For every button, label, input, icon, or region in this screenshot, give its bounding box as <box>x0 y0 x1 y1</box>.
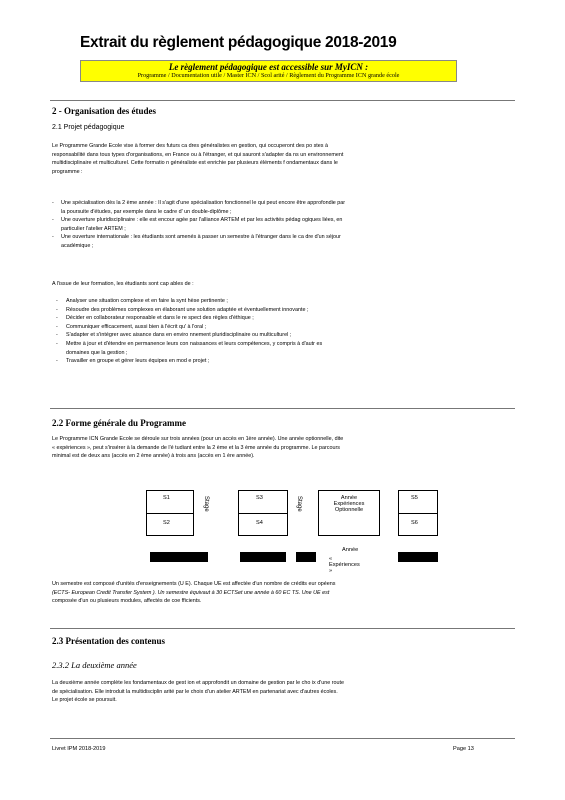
section-divider <box>50 408 515 409</box>
text-line: Un semestre est composé d'unités d'enseignements (U E). Chaque UE est affectée d'un nombre de crédits eur opéens <box>52 581 336 587</box>
skills-intro: A l'issue de leur formation, les étudiants sont cap ables de : <box>52 281 194 287</box>
list-item: - Communiquer efficacement, aussi bien à l'écrit qu' à l'oral ; <box>52 323 508 332</box>
list-item: - Mettre à jour et d'étendre en permanence leurs con naissances et leurs compétences, y compris à d'autr es domaines que la gestion ; <box>52 340 508 357</box>
diagram-box-experience-year <box>318 490 380 536</box>
list-item: - Résoudre des problèmes complexes en élaborant une solution adaptée et éventuellement innovante ; <box>52 306 508 315</box>
box-divider <box>399 513 437 514</box>
timeline-bar <box>240 552 286 562</box>
banner-line1: Le règlement pédagogique est accessible sur MyICN : <box>168 62 369 72</box>
label-annee-2: Année <box>342 547 359 553</box>
intro-paragraph <box>52 142 508 176</box>
label-s6: S6 <box>411 520 418 526</box>
section-heading-2: 2 - Organisation des études <box>52 106 157 116</box>
list-item: - Une ouverture pluridisciplinaire : elle est encour agée par l'alliance ARTEM et par les activités pédag ogiques liées, en particulier l'atelier ARTEM ; <box>52 216 508 233</box>
timeline-bar <box>296 552 316 562</box>
text-line: composée d'un ou plusieurs modules, affectés de coe fficients. <box>52 598 202 605</box>
text-line: Le Programme Grande Ecole vise à former des futurs ca dres généralistes en gestion, qui occuperont des po stes à <box>52 143 328 149</box>
label-experiences-2: « Expériences » <box>329 556 360 574</box>
diagram-box-s3-s4 <box>238 490 288 536</box>
list-item: - Une ouverture internationale : les étudiants sont amenés à passer un semestre à l'étranger dans le ca dre d'un séjour académique ; <box>52 233 508 250</box>
program-elements-list <box>52 199 508 251</box>
section-heading-2-3: 2.3 Présentation des contenus <box>52 636 165 646</box>
label-optionnelle: Optionnelle <box>334 507 364 513</box>
diagram-box-s5-s6 <box>398 490 438 536</box>
label-experiences: Expériences <box>333 501 365 507</box>
banner-line2: Programme / Documentation utile / Master ICN / Scol arité / Règlement du Programme ICN grande école <box>137 72 400 79</box>
label-s3: S3 <box>256 495 263 501</box>
list-item: - Une spécialisation dès la 2 ème année : Il s'agit d'une spécialisation fonctionnel le qui peut encore être approfondie par la poursuite d'études, par exemple dans le cadre d' un double-diplôme ; <box>52 199 508 216</box>
text-line: Le projet école se poursuit. <box>52 697 117 704</box>
banner <box>80 60 457 82</box>
subsection-heading-2-3-2: 2.3.2 La deuxième année <box>52 660 137 670</box>
list-item: - Décider en collaborateur responsable et dans le re spect des règles d'éthique ; <box>52 314 508 323</box>
text-line: de spécialisation. Elle introduit la multidisciplin arité par le choix d'un atelier ARTEM en partenariat avec d'autres écoles. <box>52 688 338 695</box>
timeline-bar <box>150 552 208 562</box>
diagram-box-s1-s2 <box>146 490 194 536</box>
box-divider <box>239 513 287 514</box>
text-line: programme : <box>52 168 83 175</box>
list-item: - Analyser une situation complexe et en faire la synt hèse pertinente ; <box>52 297 508 306</box>
page-title: Extrait du règlement pédagogique 2018-2019 <box>80 34 397 51</box>
section-heading-2-2: 2.2 Forme générale du Programme <box>52 418 187 428</box>
label-s4: S4 <box>256 520 263 526</box>
ects-paragraph <box>52 580 508 606</box>
text-line: minimal est de deux ans (accès en 2 ème année) à trois ans (accès en 1 ère année). <box>52 453 255 460</box>
section-divider <box>50 100 515 101</box>
text-line: La deuxième année complète les fondamentaux de gest ion et approfondit un domaine de gestion par le cho ix d'une route <box>52 680 345 686</box>
page-number: Page 13 <box>453 746 474 752</box>
program-paragraph <box>52 435 508 461</box>
text-line: Le Programme ICN Grande Ecole se déroule sur trois années (pour un accès en 1ère année). Une année optionnelle, dite <box>52 436 344 442</box>
subsection-heading-2-1: 2.1 Projet pédagogique <box>52 124 125 131</box>
label-stage-2: Stage <box>296 496 302 512</box>
box-divider <box>147 513 193 514</box>
text-line: multidisciplinaire et multiculturel. Cette formatio n généraliste est enrichie par plusieurs éléments f ondamentaux dans le <box>52 160 338 167</box>
text-line: responsabilité dans tous types d'organisations, en France ou à l'étranger, et qui sauront s'adapter da ns un environnement <box>52 151 344 158</box>
list-item: - Travailler en groupe et gérer leurs équipes en mod e projet ; <box>52 357 508 366</box>
timeline-bar <box>398 552 438 562</box>
text-line: « expériences », peut s'insérer à la demande de l'é tudiant entre la 2 ème et la 3 ème année du programme. Le parcours <box>52 444 340 451</box>
footer-divider <box>50 738 515 739</box>
label-s1: S1 <box>163 495 170 501</box>
skills-list <box>52 297 508 366</box>
label-annee: Année <box>340 495 358 501</box>
label-s2: S2 <box>163 520 170 526</box>
second-year-paragraph <box>52 679 508 705</box>
footer-left: Livret IPM 2018-2019 <box>52 746 106 752</box>
text-line: (ECTS- European Credit Transfer System ). Un semestre équivaut à 30 ECTSet une année à 60 EC TS. Une UE est <box>52 589 330 596</box>
label-s5: S5 <box>411 495 418 501</box>
label-stage-1: Stage <box>203 496 209 512</box>
section-divider <box>50 628 515 629</box>
list-item: - S'adapter et s'intégrer avec aisance dans en enviro nnement pluridisciplinaire ou multiculturel ; <box>52 331 508 340</box>
